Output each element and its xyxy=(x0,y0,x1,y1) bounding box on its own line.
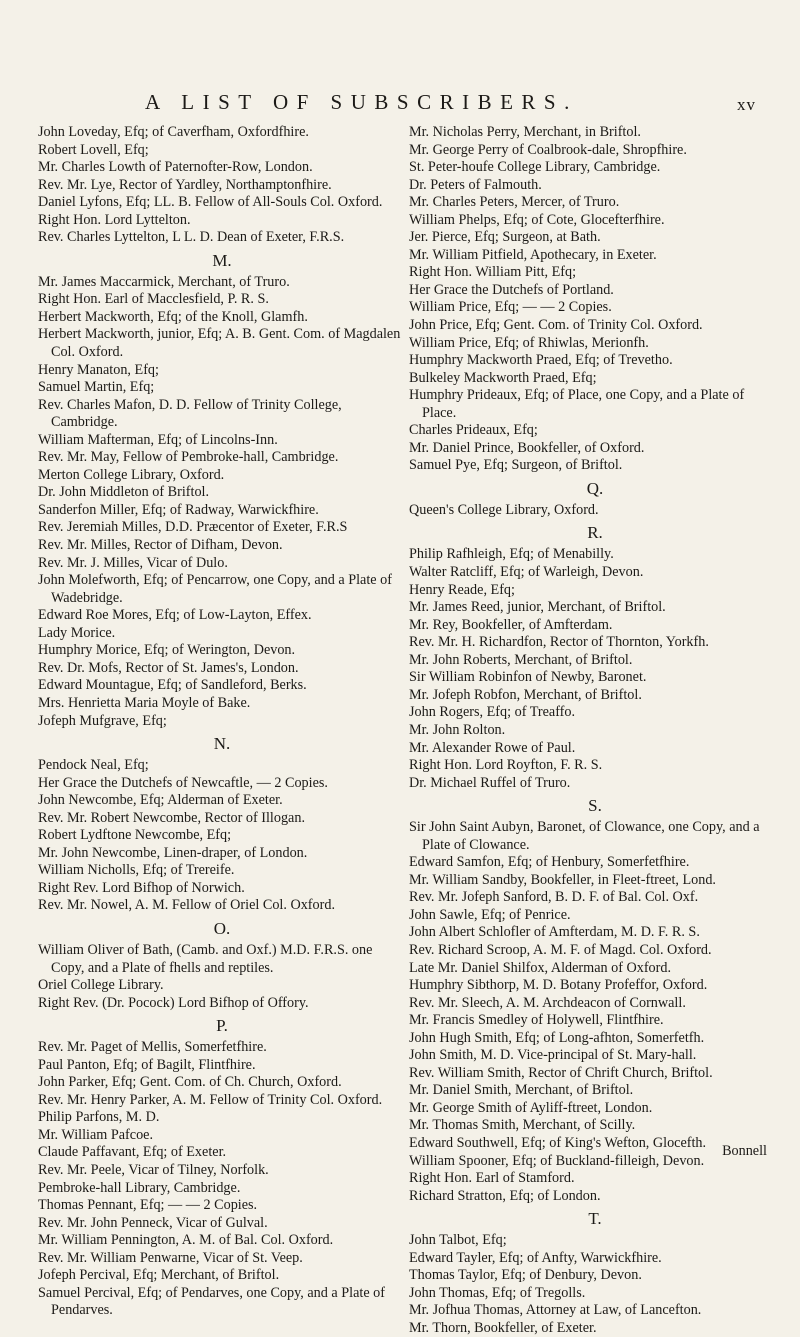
subscriber-entry: Mr. Francis Smedley of Holywell, Flintfhire. xyxy=(409,1012,664,1029)
subscriber-entry: Herbert Mackworth, junior, Efq; A. B. Gent. Com. of Magdalen Col. Oxford. xyxy=(38,326,401,361)
subscriber-entry: Rev. William Smith, Rector of Chrift Church, Briftol. xyxy=(409,1064,713,1081)
subscriber-entry: John Sawle, Efq; of Penrice. xyxy=(409,906,571,923)
subscriber-entry: Rev. Charles Mafon, D. D. Fellow of Trinity College, Cambridge. xyxy=(38,396,342,431)
subscriber-entry: Thomas Pennant, Efq; — — 2 Copies. xyxy=(38,1197,258,1214)
section-letter: O. xyxy=(213,918,231,938)
subscriber-entry: Oriel College Library. xyxy=(38,977,164,994)
section-letter: M. xyxy=(212,250,232,270)
subscriber-entry: Rev. Mr. Peele, Vicar of Tilney, Norfolk. xyxy=(38,1161,269,1178)
subscriber-entry: Rev. Dr. Mofs, Rector of St. James's, London. xyxy=(38,659,299,676)
subscriber-entry: Rev. Charles Lyttelton, L L. D. Dean of Exeter, F.R.S. xyxy=(38,229,345,246)
subscriber-entry: Mr. John Rolton. xyxy=(409,721,506,738)
subscriber-entry: Dr. Peters of Falmouth. xyxy=(409,176,542,193)
subscriber-entry: Mr. Thorn, Bookfeller, of Exeter. xyxy=(409,1319,597,1336)
subscriber-entry: John Parker, Efq; Gent. Com. of Ch. Church, Oxford. xyxy=(38,1074,342,1091)
subscriber-entry: Sanderfon Miller, Efq; of Radway, Warwickfhire. xyxy=(38,501,319,518)
subscriber-entry: Charles Prideaux, Efq; xyxy=(409,422,538,439)
subscriber-entry: Right Hon. Earl of Stamford. xyxy=(409,1170,575,1187)
subscriber-entry: Sir John Saint Aubyn, Baronet, of Clowance, one Copy, and a Plate of Clowance. xyxy=(409,819,760,853)
subscriber-entry: Queen's College Library, Oxford. xyxy=(409,501,599,518)
subscriber-entry: Mr. Charles Lowth of Paternofter-Row, London. xyxy=(38,159,313,176)
subscriber-entry: Jer. Pierce, Efq; Surgeon, at Bath. xyxy=(409,229,601,246)
subscriber-entry: Richard Stratton, Efq; of London. xyxy=(409,1187,601,1204)
subscriber-entry: Mr. John Newcombe, Linen-draper, of London. xyxy=(38,844,308,861)
subscriber-entry: Rev. Mr. Jofeph Sanford, B. D. F. of Bal. Col. Oxf. xyxy=(409,889,699,906)
subscriber-entry: Samuel Pye, Efq; Surgeon, of Briftol. xyxy=(409,457,623,474)
subscriber-entry: William Price, Efq; — — 2 Copies. xyxy=(409,299,612,316)
subscriber-entry: Pendock Neal, Efq; xyxy=(38,757,149,774)
section-letter: T. xyxy=(588,1209,602,1229)
subscriber-entry: John Albert Schlofler of Amfterdam, M. D. F. R. S. xyxy=(409,924,700,941)
subscriber-entry: Pembroke-hall Library, Cambridge. xyxy=(38,1179,241,1196)
subscriber-entry: Dr. John Middleton of Briftol. xyxy=(38,484,210,501)
subscriber-entry: Humphry Prideaux, Efq; of Place, one Copy, and a Plate of Place. xyxy=(409,387,745,421)
subscriber-entry: Right Rev. (Dr. Pocock) Lord Bifhop of Offory. xyxy=(38,994,309,1011)
subscriber-entry: Henry Manaton, Efq; xyxy=(38,361,159,378)
subscriber-entry: Right Hon. Earl of Macclesfield, P. R. S. xyxy=(38,291,269,308)
subscriber-entry: John Smith, M. D. Vice-principal of St. Mary-hall. xyxy=(409,1047,697,1064)
page-title: A LIST OF SUBSCRIBERS. xyxy=(145,90,578,114)
subscriber-entry: John Rogers, Efq; of Treaffo. xyxy=(409,704,576,721)
subscriber-entry: Mr. James Maccarmick, Merchant, of Truro. xyxy=(38,273,290,290)
subscriber-entry: Sir William Robinfon of Newby, Baronet. xyxy=(409,669,647,686)
subscriber-entry: Humphry Morice, Efq; of Werington, Devon. xyxy=(38,642,296,659)
subscriber-entry: Thomas Taylor, Efq; of Denbury, Devon. xyxy=(409,1267,642,1284)
subscriber-entry: Dr. Michael Ruffel of Truro. xyxy=(409,774,571,791)
subscriber-entry: Rev. Mr. Henry Parker, A. M. Fellow of Trinity Col. Oxford. xyxy=(38,1091,383,1108)
subscriber-entry: Mr. Charles Peters, Mercer, of Truro. xyxy=(409,194,620,211)
subscriber-entry: Rev. Mr. H. Richardfon, Rector of Thornton, Yorkfh. xyxy=(409,634,709,651)
subscriber-entry: Right Hon. Lord Royfton, F. R. S. xyxy=(409,757,603,774)
catchword: Bonnell xyxy=(722,1143,767,1159)
subscriber-entry: Mr. Rey, Bookfeller, of Amfterdam. xyxy=(409,616,613,633)
subscriber-entry: Edward Samfon, Efq; of Henbury, Somerfetfhire. xyxy=(409,854,690,871)
section-letter: S. xyxy=(588,796,602,816)
subscriber-entry: Jofeph Percival, Efq; Merchant, of Briftol. xyxy=(38,1267,280,1284)
subscriber-entry: Lady Morice. xyxy=(38,624,116,641)
subscriber-entry: Rev. Mr. Milles, Rector of Difham, Devon. xyxy=(38,537,283,554)
subscriber-entry: Mr. Daniel Smith, Merchant, of Briftol. xyxy=(409,1082,634,1099)
subscriber-entry: William Mafterman, Efq; of Lincolns-Inn. xyxy=(38,431,278,448)
subscriber-entry: Bulkeley Mackworth Praed, Efq; xyxy=(409,369,597,386)
subscriber-entry: Rev. Mr. J. Milles, Vicar of Dulo. xyxy=(38,554,228,571)
subscriber-entry: Philip Parfons, M. D. xyxy=(38,1109,160,1126)
subscriber-entry: Samuel Percival, Efq; of Pendarves, one Copy, and a Plate of Pendarves. xyxy=(38,1284,385,1319)
subscriber-entry: Her Grace the Dutchefs of Newcaftle, — 2 Copies. xyxy=(38,774,328,791)
subscriber-entry: Mr. William Pafcoe. xyxy=(38,1126,154,1143)
subscriber-entry: Right Hon. William Pitt, Efq; xyxy=(409,264,577,281)
subscriber-entry: John Loveday, Efq; of Caverfham, Oxfordfhire. xyxy=(38,124,309,140)
section-letter: R. xyxy=(587,523,603,543)
subscriber-entry: Mr. Daniel Prince, Bookfeller, of Oxford. xyxy=(409,439,645,456)
subscriber-entry: Rev. Mr. Paget of Mellis, Somerfetfhire. xyxy=(38,1039,267,1056)
subscriber-entry: John Thomas, Efq; of Tregolls. xyxy=(409,1284,586,1301)
subscriber-entry: John Hugh Smith, Efq; of Long-afhton, Somerfetfh. xyxy=(409,1029,705,1046)
subscriber-entry: William Price, Efq; of Rhiwlas, Merionfh. xyxy=(409,334,649,351)
subscriber-entry: Edward Mountague, Efq; of Sandleford, Berks. xyxy=(38,677,307,694)
subscriber-entry: Mr. William Sandby, Bookfeller, in Fleet-ftreet, Lond. xyxy=(409,871,716,888)
subscriber-entry: Rev. Mr. John Penneck, Vicar of Gulval. xyxy=(38,1214,268,1231)
subscriber-entry: Edward Southwell, Efq; of King's Wefton, Glocefth. xyxy=(409,1134,707,1151)
subscriber-entry: Mr. Thomas Smith, Merchant, of Scilly. xyxy=(409,1117,636,1134)
subscriber-entry: Rev. Mr. Sleech, A. M. Archdeacon of Cornwall. xyxy=(409,994,686,1011)
subscriber-entry: Rev. Richard Scroop, A. M. F. of Magd. Col. Oxford. xyxy=(409,941,712,958)
subscriber-entry: Philip Rafhleigh, Efq; of Menabilly. xyxy=(409,546,614,563)
subscriber-entry: John Talbot, Efq; xyxy=(409,1232,507,1249)
subscriber-entry: Right Hon. Lord Lyttelton. xyxy=(38,211,191,228)
subscriber-entry: John Newcombe, Efq; Alderman of Exeter. xyxy=(38,792,283,809)
subscriber-entry: Her Grace the Dutchefs of Portland. xyxy=(409,281,614,298)
subscriber-entry: Rev. Mr. Lye, Rector of Yardley, Northamptonfhire. xyxy=(38,176,332,193)
section-letter: P. xyxy=(216,1016,228,1036)
subscriber-entry: St. Peter-houfe College Library, Cambridge. xyxy=(409,159,661,176)
subscriber-entry: Humphry Sibthorp, M. D. Botany Profeffor, Oxford. xyxy=(409,977,708,994)
subscriber-entry: Mr. Jofhua Thomas, Attorney at Law, of Lancefton. xyxy=(409,1302,702,1319)
subscriber-entry: Mr. George Smith of Ayliff-ftreet, London. xyxy=(409,1099,653,1116)
subscriber-entry: Edward Roe Mores, Efq; of Low-Layton, Effex. xyxy=(38,607,312,624)
subscriber-entry: Robert Lovell, Efq; xyxy=(38,141,149,158)
subscriber-entry: Herbert Mackworth, Efq; of the Knoll, Glamfh. xyxy=(38,308,308,325)
subscriber-entry: Late Mr. Daniel Shilfox, Alderman of Oxford. xyxy=(409,959,672,976)
subscriber-entry: William Spooner, Efq; of Buckland-filleigh, Devon. xyxy=(409,1152,705,1169)
subscriber-entry: Mr. George Perry of Coalbrook-dale, Shropfhire. xyxy=(409,141,687,158)
subscriber-entry: Rev. Mr. May, Fellow of Pembroke-hall, Cambridge. xyxy=(38,449,339,466)
subscriber-entry: William Nicholls, Efq; of Trereife. xyxy=(38,862,235,879)
subscriber-entry: Henry Reade, Efq; xyxy=(409,581,515,598)
subscriber-entry: Right Rev. Lord Bifhop of Norwich. xyxy=(38,879,245,896)
subscriber-entry: Paul Panton, Efq; of Bagilt, Flintfhire. xyxy=(38,1056,256,1073)
subscriber-entry: Rev. Mr. William Penwarne, Vicar of St. Veep. xyxy=(38,1249,303,1266)
subscriber-entry: Mr. James Reed, junior, Merchant, of Briftol. xyxy=(409,599,666,616)
page-number: xv xyxy=(737,95,756,114)
subscriber-entry: Mr. Nicholas Perry, Merchant, in Briftol. xyxy=(409,124,641,140)
subscriber-entry: Jofeph Mufgrave, Efq; xyxy=(38,712,167,729)
subscriber-entry: Walter Ratcliff, Efq; of Warleigh, Devon. xyxy=(409,564,644,581)
subscriber-entry: Claude Paffavant, Efq; of Exeter. xyxy=(38,1144,227,1161)
subscriber-entry: John Price, Efq; Gent. Com. of Trinity Col. Oxford. xyxy=(409,317,703,334)
page-header xyxy=(0,90,800,120)
section-letter: Q. xyxy=(586,478,604,498)
subscriber-entry: John Molefworth, Efq; of Pencarrow, one Copy, and a Plate of Wadebridge. xyxy=(38,572,392,606)
subscriber-entry: Mr. John Roberts, Merchant, of Briftol. xyxy=(409,651,633,668)
subscriber-entry: Mr. William Pennington, A. M. of Bal. Col. Oxford. xyxy=(38,1232,334,1249)
subscriber-entry: William Oliver of Bath, (Camb. and Oxf.) M.D. F.R.S. one Copy, and a Plate of fhells and reptiles. xyxy=(38,941,373,976)
subscriber-entry: Samuel Martin, Efq; xyxy=(38,379,155,396)
subscriber-entry: Robert Lydftone Newcombe, Efq; xyxy=(38,827,232,844)
subscriber-entry: Mr. William Pitfield, Apothecary, in Exeter. xyxy=(409,246,657,263)
subscriber-entry: Edward Tayler, Efq; of Anfty, Warwickfhire. xyxy=(409,1249,662,1266)
subscriber-entry: Rev. Mr. Nowel, A. M. Fellow of Oriel Col. Oxford. xyxy=(38,897,335,914)
subscriber-entry: Merton College Library, Oxford. xyxy=(38,466,225,483)
subscriber-entry: Mr. Jofeph Robfon, Merchant, of Briftol. xyxy=(409,686,642,703)
subscriber-entry: Mrs. Henrietta Maria Moyle of Bake. xyxy=(38,694,251,711)
section-letter: N. xyxy=(213,734,231,754)
subscriber-entry: Rev. Mr. Robert Newcombe, Rector of Illogan. xyxy=(38,809,305,826)
subscriber-entry: William Phelps, Efq; of Cote, Glocefterfhire. xyxy=(409,211,665,228)
subscriber-list-left-column xyxy=(38,124,406,1320)
subscriber-entry: Rev. Jeremiah Milles, D.D. Præcentor of Exeter, F.R.S xyxy=(38,519,348,536)
subscriber-entry: Daniel Lyfons, Efq; LL. B. Fellow of All-Souls Col. Oxford. xyxy=(38,194,383,211)
subscriber-entry: Mr. Alexander Rowe of Paul. xyxy=(409,739,576,756)
subscriber-entry: Humphry Mackworth Praed, Efq; of Trevetho. xyxy=(409,352,673,369)
